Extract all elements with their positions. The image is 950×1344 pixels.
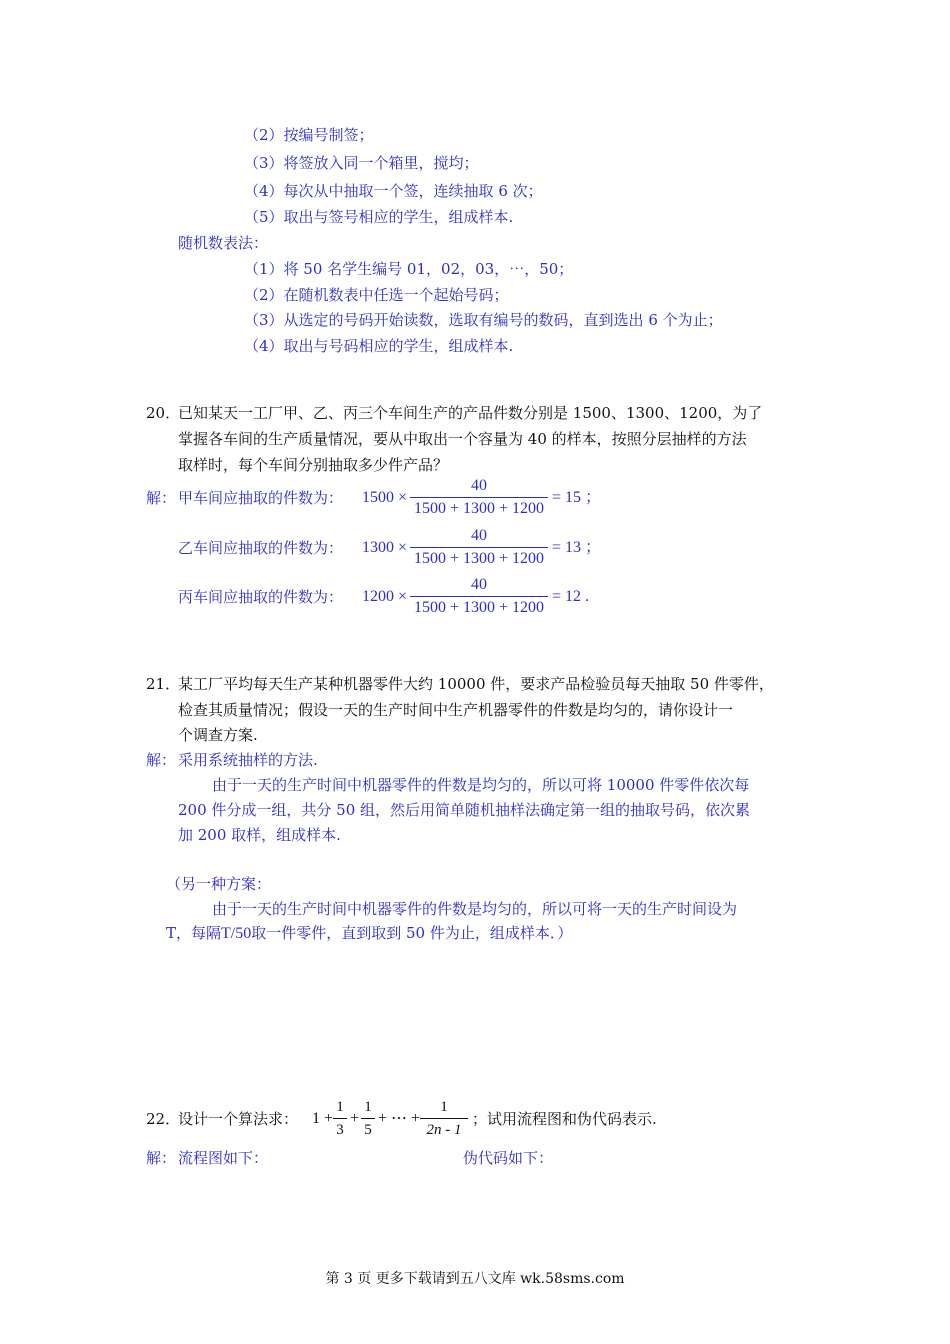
q21-alt-line-2 — [166, 922, 572, 945]
random-step-2: （2）在随机数表中任选一个起始号码； — [244, 286, 509, 304]
q21-alt-line-2-b: 取一件零件，直到取到 50 件为止，组成样本．） — [251, 924, 573, 942]
q22-flow-label: 流程图如下： — [178, 1149, 269, 1167]
q22-f1-den: 3 — [336, 1122, 344, 1138]
q20-row1-lead: 1500 × — [362, 489, 408, 506]
q22-f3-num: 1 — [440, 1099, 448, 1115]
page-footer: 第 3 页 更多下载请到五八文库 wk.58sms.com — [325, 1271, 625, 1287]
q21-line-3: 个调查方案. — [178, 726, 258, 744]
q20-row3-denominator: 1500 + 1300 + 1200 — [413, 599, 545, 616]
fraction-bar — [410, 596, 548, 597]
q22-suffix: ；试用流程图和伪代码表示. — [472, 1110, 657, 1128]
q20-row1-denominator: 1500 + 1300 + 1200 — [413, 500, 545, 517]
fraction-bar — [410, 547, 548, 548]
q22-plus-1: + — [350, 1110, 360, 1127]
random-step-3: （3）从选定的号码开始读数，选取有编号的数码，直到选出 6 个为止； — [244, 311, 723, 329]
q20-row1-label: 甲车间应抽取的件数为： — [178, 489, 344, 507]
q22-solution-prefix: 解： — [146, 1149, 177, 1167]
q20-row3-result: = 12 . — [552, 588, 590, 605]
fraction-bar — [410, 497, 548, 498]
q20-row1-numerator: 40 — [471, 477, 487, 494]
q21-solution-line-2: 200 件分成一组，共分 50 组，然后用简单随机抽样法确定第一组的抽取号码，依次累 — [178, 801, 751, 819]
q22-expr-lead: 1 + — [312, 1110, 334, 1127]
q20-row3-fraction — [410, 575, 548, 618]
q21-solution-line-3: 加 200 取样，组成样本. — [178, 826, 341, 844]
q20-row2-result: = 13 ； — [552, 539, 602, 556]
q21-alt-line-2-a: T，每隔 — [166, 924, 222, 942]
q22-pseudo-label: 伪代码如下： — [463, 1149, 554, 1167]
lottery-step-4: （4）每次从中抽取一个签，连续抽取 6 次； — [244, 182, 543, 200]
q20-line-3: 取样时，每个车间分别抽取多少件产品？ — [178, 456, 449, 474]
q20-row2-label: 乙车间应抽取的件数为： — [178, 539, 344, 557]
q22-f3-den: 2n - 1 — [426, 1122, 462, 1138]
q21-alt-title: （另一种方案： — [166, 875, 272, 893]
fraction-bar — [333, 1118, 347, 1119]
q21-solution-prefix: 解： — [146, 751, 177, 769]
q20-row2-denominator: 1500 + 1300 + 1200 — [413, 550, 545, 567]
q22-prompt: 设计一个算法求： — [178, 1110, 299, 1128]
lottery-step-5: （5）取出与签号相应的学生，组成样本. — [244, 208, 514, 226]
q20-row3-numerator: 40 — [471, 576, 487, 593]
q20-row1-fraction — [410, 476, 548, 519]
q20-row3-lead: 1200 × — [362, 588, 408, 605]
q21-number: 21． — [146, 675, 181, 693]
random-step-4: （4）取出与号码相应的学生，组成样本. — [244, 337, 514, 355]
q22-fraction-3 — [420, 1097, 468, 1140]
q21-line-2: 检查其质量情况；假设一天的生产时间中生产机器零件的件数是均匀的，请你设计一 — [178, 701, 734, 719]
q20-line-1: 已知某天一工厂甲、乙、丙三个车间生产的产品件数分别是 1500、1300、1200，为了 — [178, 404, 763, 422]
q21-solution-first: 采用系统抽样的方法. — [178, 751, 318, 769]
q22-f2-den: 5 — [364, 1122, 372, 1138]
random-step-1: （1）将 50 名学生编号 01，02，03，⋯，50； — [244, 260, 574, 278]
lottery-step-3: （3）将签放入同一个箱里，搅均； — [244, 154, 479, 172]
q22-f2-num: 1 — [364, 1099, 372, 1115]
q22-f1-num: 1 — [336, 1099, 344, 1115]
q20-solution-prefix: 解： — [146, 489, 177, 507]
q21-line-1: 某工厂平均每天生产某种机器零件大约 10000 件，要求产品检验员每天抽取 50 件零件， — [178, 675, 774, 693]
q20-row2-fraction — [410, 526, 548, 569]
lottery-step-2: （2）按编号制签； — [244, 126, 374, 144]
q22-dots: + ⋯ + — [378, 1110, 421, 1127]
q22-number: 22． — [146, 1110, 181, 1128]
q20-row3-label: 丙车间应抽取的件数为： — [178, 588, 344, 606]
q21-alt-line-1: 由于一天的生产时间中机器零件的件数是均匀的，所以可将一天的生产时间设为 — [212, 900, 738, 918]
q21-alt-line-2-math: T/50 — [221, 925, 252, 942]
q20-number: 20． — [146, 404, 181, 422]
q20-line-2: 掌握各车间的生产质量情况，要从中取出一个容量为 40 的样本，按照分层抽样的方法 — [178, 430, 747, 448]
q21-solution-line-1: 由于一天的生产时间中机器零件的件数是均匀的，所以可将 10000 件零件依次每 — [212, 776, 750, 794]
q20-row1-result: = 15 ； — [552, 489, 602, 506]
q22-fraction-1 — [333, 1097, 347, 1140]
fraction-bar — [420, 1118, 468, 1119]
q20-row2-lead: 1300 × — [362, 539, 408, 556]
q20-row2-numerator: 40 — [471, 527, 487, 544]
q22-fraction-2 — [361, 1097, 375, 1140]
fraction-bar — [361, 1118, 375, 1119]
random-method-title: 随机数表法： — [178, 234, 269, 252]
